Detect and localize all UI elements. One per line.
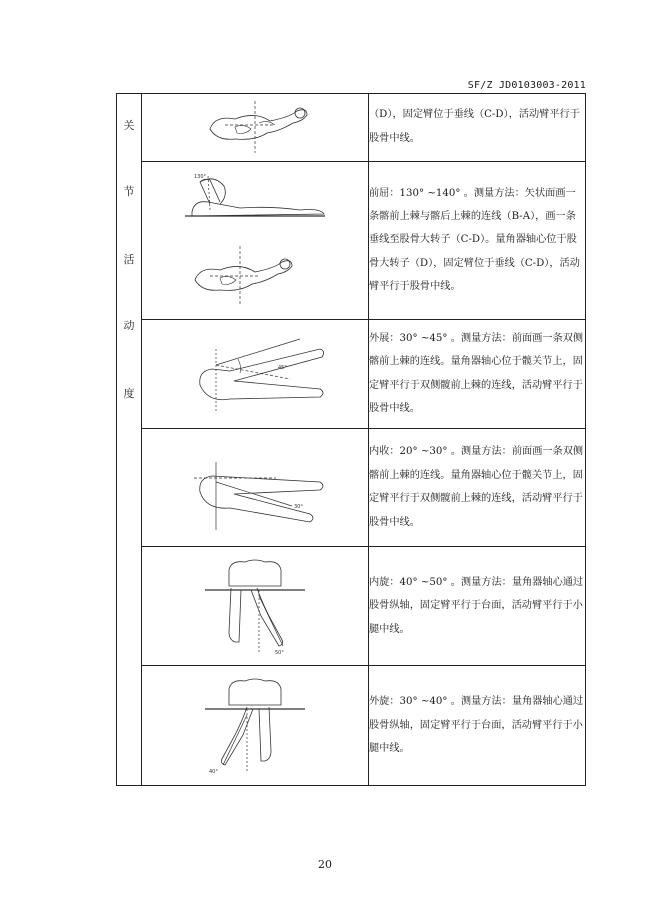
- table-row: [117, 665, 586, 785]
- category-char: 活: [123, 253, 135, 266]
- description-cell: [369, 428, 586, 546]
- figure-cell: [142, 546, 369, 665]
- hip-abduction-illustration: [180, 329, 330, 419]
- table-row: [117, 428, 586, 546]
- description-cell: [369, 665, 586, 785]
- description-text: 外旋：30° ~40° 。测量方法：量角器轴心通过股骨纵轴，固定臂平行于台面，活动臂平行于小腿中线。: [369, 696, 584, 755]
- angle-label: 130°: [194, 174, 207, 181]
- description-cell: [369, 93, 586, 161]
- angle-label: 30°: [294, 504, 303, 511]
- description-text: 内收：20° ~30° 。测量方法：前面画一条双侧髂前上棘的连线。量角器轴心位于髋关节上，固定臂平行于双侧髋前上棘的连线，活动臂平行于股骨中线。: [369, 446, 584, 528]
- figure-cell: [142, 319, 369, 428]
- description-cell: [369, 161, 586, 319]
- description-text: 外展：30° ~45° 。测量方法：前面画一条双侧髂前上棘的连线。量角器轴心位于髋关节上，固定臂平行于双侧髋前上棘的连线，活动臂平行于股骨中线。: [369, 332, 584, 415]
- hip-internal-rotation-illustration: [195, 556, 315, 656]
- description-cell: [369, 546, 586, 665]
- angle-label: 40°: [209, 769, 218, 776]
- hip-flexion-illustration: [180, 170, 330, 310]
- description-text: 内旋：40° ~50° 。测量方法：量角器轴心通过股骨纵轴，固定臂平行于台面，活动臂平行于小腿中线。: [369, 576, 584, 635]
- table-row: [117, 546, 586, 665]
- table-row: [117, 319, 586, 428]
- rom-table: [116, 93, 586, 786]
- standard-code: SF/Z JD0103003-2011: [467, 80, 586, 91]
- category-char: 关: [123, 119, 135, 132]
- page-number: 20: [318, 858, 332, 871]
- description-text: 前屈：130° ~140° 。测量方法：矢状面画一条髂前上棘与髂后上棘的连线（B-A），画一条垂线至股骨大转子（C-D）。量角器轴心位于股骨大转子（D），固定臂位于垂线（C-D），活动臂平行于股骨中线。: [369, 187, 580, 293]
- description-text: （D），固定臂位于垂线（C-D），活动臂平行于股骨中线。: [369, 109, 580, 144]
- category-char: 度: [123, 387, 135, 400]
- category-char: 节: [123, 185, 135, 198]
- hip-adduction-illustration: [180, 442, 330, 532]
- figure-cell: [142, 665, 369, 785]
- hip-external-rotation-illustration: [195, 675, 315, 775]
- table-row: [117, 93, 586, 161]
- figure-cell: [142, 428, 369, 546]
- angle-label: 50°: [275, 649, 284, 656]
- figure-cell: [142, 161, 369, 319]
- category-char: 动: [123, 319, 135, 332]
- category-cell: [117, 93, 142, 786]
- angle-label: 45°: [278, 364, 287, 371]
- description-cell: [369, 319, 586, 428]
- table-row: [117, 161, 586, 319]
- pelvis-lateral-illustration: [195, 97, 315, 157]
- figure-cell: [142, 93, 369, 161]
